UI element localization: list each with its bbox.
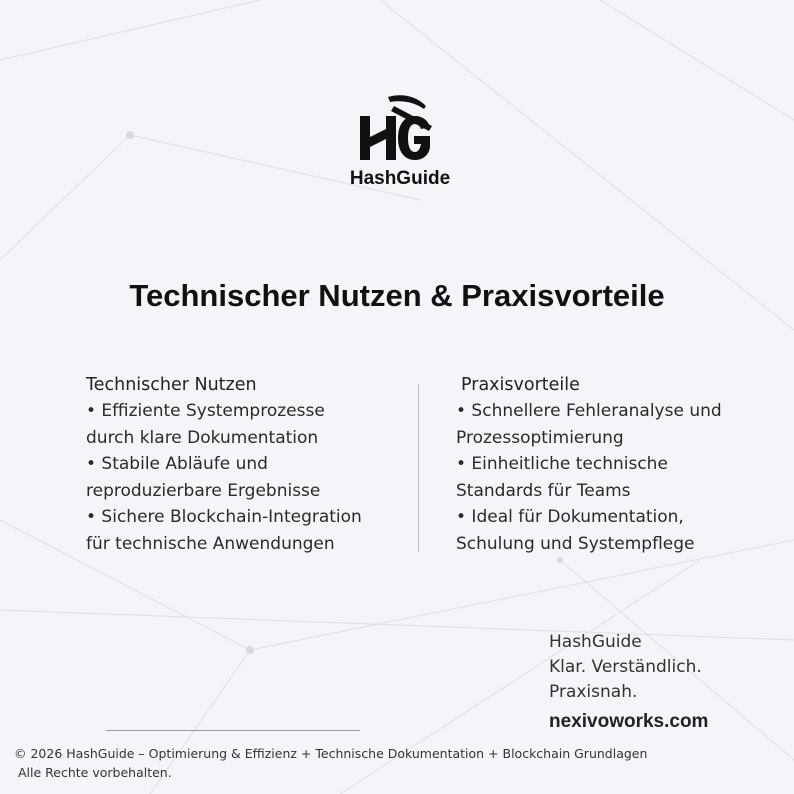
tagline-block [549,630,708,734]
rights-text: Alle Rechte vorbehalten. [18,765,172,780]
technical-benefits-list [86,398,362,557]
list-item [86,451,362,504]
list-item-line: für technische Anwendungen [86,533,335,554]
list-item-line: reproduzierbare Ergebnisse [86,480,321,501]
list-item-line: • Sichere Blockchain-Integration [86,507,362,527]
list-item-line: • Einheitliche technische [456,454,668,474]
copyright-text: © 2026 HashGuide – Optimierung & Effizienz + Technische Dokumentation + Blockchain Grundlagen [14,746,648,761]
page-title: Technischer Nutzen & Praxisvorteile [129,278,665,313]
practical-benefits-heading: Praxisvorteile [461,375,580,395]
list-item-line: Standards für Teams [456,480,631,501]
list-item-line: Prozessoptimierung [456,427,624,448]
list-item [86,398,362,451]
tagline-slogan-2: Praxisnah. [549,682,638,702]
tagline-brand: HashGuide [549,632,642,652]
list-item-line: • Ideal für Dokumentation, [456,507,684,527]
list-item-line: • Effiziente Systemprozesse [86,401,325,421]
technical-benefits-heading: Technischer Nutzen [86,375,257,395]
practical-benefits-list [456,398,722,557]
tagline-slogan: Klar. Verständlich. [549,657,702,677]
website-link[interactable]: nexivoworks.com [549,711,709,732]
list-item-line: Schulung und Systempflege [456,533,695,554]
hg-pickaxe-icon [358,94,444,164]
list-item [456,451,722,504]
footer [14,744,647,782]
list-item [86,504,362,557]
list-item-line: durch klare Dokumentation [86,427,319,448]
list-item-line: • Schnellere Fehleranalyse und [456,401,722,421]
technical-benefits-section [86,374,362,557]
list-item [456,504,722,557]
column-divider [418,384,419,552]
footer-divider [106,730,360,731]
list-item-line: • Stabile Abläufe und [86,454,268,474]
hashguide-logo [340,94,460,194]
list-item [456,398,722,451]
brand-name: HashGuide [349,168,451,189]
practical-benefits-section [456,374,722,557]
